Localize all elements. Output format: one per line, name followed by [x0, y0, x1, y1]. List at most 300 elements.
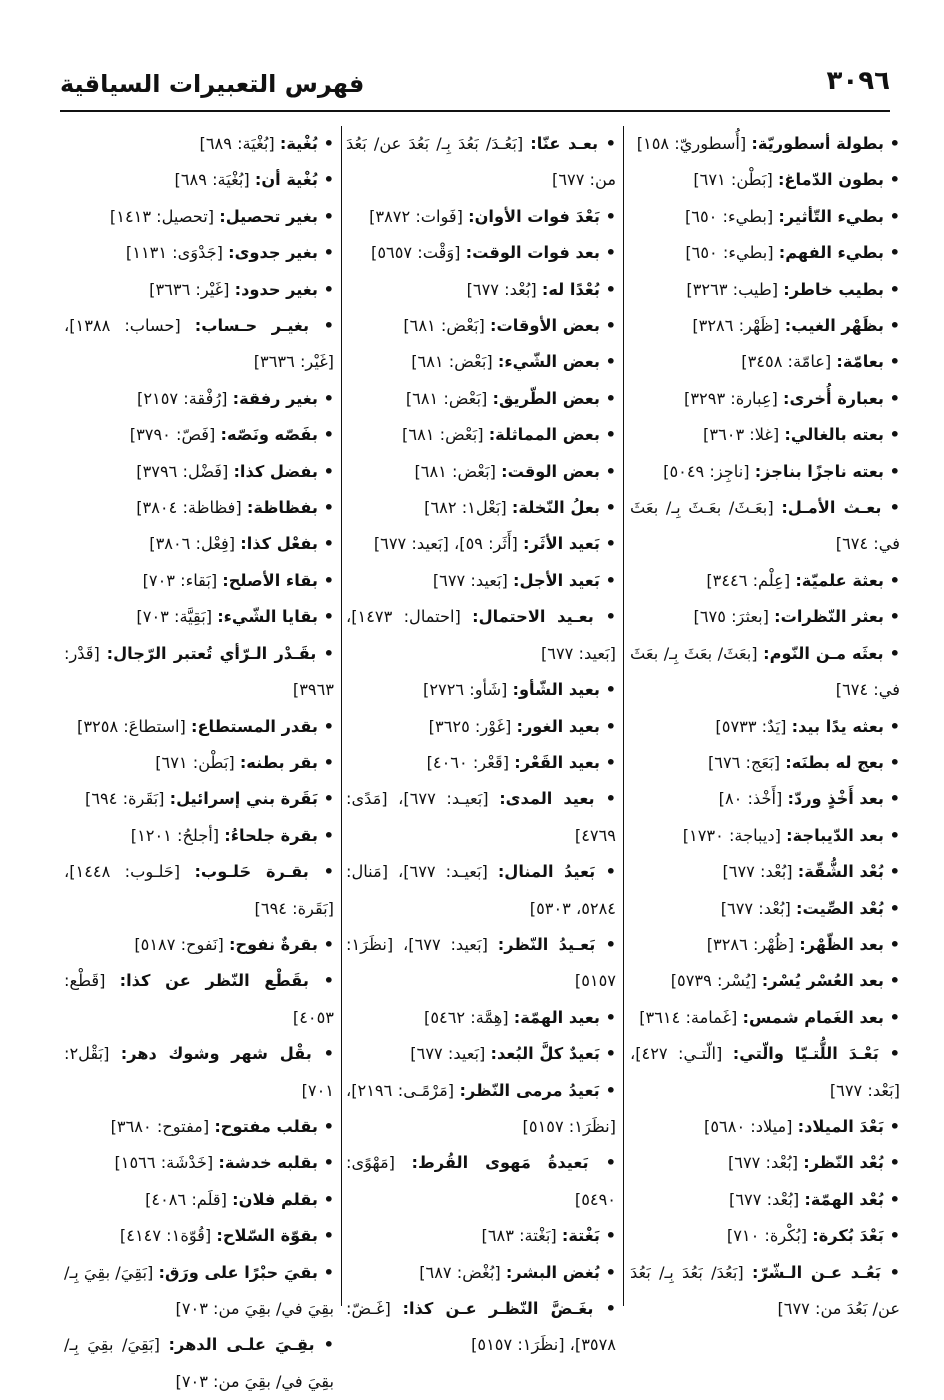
- index-entry: [630, 272, 900, 308]
- index-entry: [630, 235, 900, 271]
- index-entry: [346, 1073, 616, 1146]
- entry-term: بقِـيَ علـى الدهر:: [168, 1335, 315, 1355]
- entry-reference: [بَطْن: ٦٧١]: [693, 170, 773, 190]
- index-entry: [630, 927, 900, 963]
- bullet-icon: •: [318, 607, 334, 627]
- entry-reference: [قَطْع: ٤٠٥٣]: [64, 971, 334, 1027]
- bullet-icon: •: [314, 1335, 334, 1355]
- entry-term: بَعيد الأجل:: [513, 570, 601, 590]
- entry-term: بَعيدةُ مَهوى القُرط:: [411, 1153, 589, 1173]
- entry-term: بطولة أسطوريّة:: [751, 134, 885, 153]
- bullet-icon: •: [318, 279, 334, 299]
- entry-term: بُعْد الشُّقّة:: [797, 862, 885, 882]
- index-entry: [346, 272, 616, 308]
- index-entry: [630, 490, 900, 563]
- entry-reference: [بُعْد: ٦٧٧]: [466, 279, 537, 299]
- index-entry: [630, 818, 900, 854]
- bullet-icon: •: [318, 388, 334, 408]
- entry-term: بعيد الشّأو:: [512, 680, 601, 700]
- index-entry: [346, 126, 616, 199]
- page-header: [60, 64, 890, 104]
- entry-term: بعته بالغالي:: [784, 425, 885, 445]
- entry-term: بعثه يدًا بيد:: [791, 716, 885, 736]
- index-entry: [630, 454, 900, 490]
- index-entry: [346, 1000, 616, 1036]
- entry-reference: [بطيء: ٦٥٠]: [684, 206, 774, 226]
- index-entry: [346, 599, 616, 672]
- bullet-icon: •: [884, 570, 900, 590]
- entry-reference: [بُعْد: ٦٧٧]: [720, 898, 791, 918]
- bullet-icon: •: [600, 534, 616, 554]
- bullet-icon: •: [318, 170, 334, 190]
- entry-reference: [يُسْر: ٥٧٣٩]: [670, 971, 757, 991]
- entry-term: بَعْدَ فوات الأوان:: [468, 206, 601, 226]
- entry-term: بعد الظّهْر:: [799, 934, 885, 954]
- index-entry: [64, 709, 334, 745]
- entry-reference: [حَلـوب: ١٤٤٨]، [بَقَرة: ٦٩٤]: [64, 862, 334, 918]
- entry-reference: [ميلاد: ٥٦٨٠]: [704, 1116, 793, 1136]
- entry-reference: [بَعْض: ٦٨١]: [405, 388, 488, 408]
- entry-term: بعلُ النّخلة:: [511, 498, 601, 518]
- bullet-icon: •: [318, 934, 334, 954]
- entry-term: بطيب خاطر:: [783, 279, 885, 299]
- bullet-icon: •: [600, 1226, 616, 1246]
- entry-reference: [فَضْل: ٣٧٩٦]: [136, 461, 229, 481]
- entry-reference: [بَعْل١: ٦٨٢]: [424, 498, 507, 518]
- bullet-icon: •: [600, 425, 616, 445]
- bullet-icon: •: [600, 352, 616, 372]
- entry-reference: [بَعيد: ٦٧٧]: [432, 570, 508, 590]
- index-entry: [630, 344, 900, 380]
- entry-term: بقرة جلحاءُ:: [224, 825, 319, 845]
- entry-term: بغير حدود:: [234, 279, 319, 299]
- index-entry: [630, 1218, 900, 1254]
- index-entry: [64, 272, 334, 308]
- index-entry: [346, 781, 616, 854]
- entry-reference: [قَعْر: ٤٠٦٠]: [426, 752, 510, 772]
- entry-reference: [يَدٌ: ٥٧٣٣]: [715, 716, 787, 736]
- index-entry: [346, 854, 616, 927]
- bullet-icon: •: [884, 388, 900, 408]
- entry-reference: [بُعْد: ٦٧٧]: [722, 862, 793, 882]
- entry-term: بُعْدًا له:: [541, 279, 601, 299]
- bullet-icon: •: [884, 352, 900, 372]
- entry-reference: [فَصّ: ٣٧٩٠]: [129, 425, 216, 445]
- index-entry: [64, 126, 334, 162]
- bullet-icon: •: [884, 716, 900, 736]
- index-entry: [346, 745, 616, 781]
- entry-reference: [طيب: ٣٢٦٣]: [686, 279, 779, 299]
- index-entry: [346, 563, 616, 599]
- index-entry: [64, 818, 334, 854]
- entry-term: بعبارة أُخرى:: [783, 388, 885, 408]
- entry-term: بقلبه خدشة:: [218, 1153, 319, 1173]
- index-entry: [630, 781, 900, 817]
- entry-term: بطيء الفهم:: [778, 243, 885, 263]
- entry-reference: [غَيْر: ٣٦٣٦]: [149, 279, 230, 299]
- entry-term: بغيـر حـساب:: [194, 316, 310, 336]
- index-entry: [64, 636, 334, 709]
- entry-reference: [بَعيد: ٦٧٧]، [نظَرَ١: ٥١٥٧]: [346, 934, 616, 991]
- entry-term: بُعْد الهمّة:: [804, 1189, 885, 1209]
- index-entry: [346, 417, 616, 453]
- entry-term: بَعيدُ مرمى النّظر:: [459, 1080, 600, 1100]
- entry-reference: [بعثرَ: ٦٧٥]: [693, 607, 769, 627]
- entry-term: بَعُـد عـن الـشّرّ:: [751, 1262, 881, 1282]
- entry-reference: [قلَم: ٤٠٨٦]: [145, 1189, 227, 1209]
- entry-term: بقايا الشّيء:: [217, 607, 319, 627]
- index-entry: [64, 963, 334, 1036]
- entry-term: بعد الغَمام شمس:: [742, 1007, 885, 1027]
- bullet-icon: •: [884, 862, 900, 882]
- entry-reference: [استطاعَ: ٣٢٥٨]: [77, 716, 186, 736]
- bullet-icon: •: [309, 316, 334, 336]
- index-entry: [64, 162, 334, 198]
- column-divider: [341, 126, 342, 1306]
- bullet-icon: •: [593, 1299, 617, 1318]
- entry-term: بعض الأوقات:: [489, 316, 601, 336]
- entry-reference: [غَـضّ: ٣٥٧٨]، [نظَرَ١: ٥١٥٧]: [346, 1299, 616, 1355]
- entry-term: بطون الدّماغ:: [777, 170, 885, 190]
- index-columns: [60, 126, 901, 1391]
- entry-reference: [ظَهْر: ٣٢٨٦]: [692, 316, 780, 336]
- bullet-icon: •: [318, 534, 334, 554]
- entry-reference: [بَعْض: ٦٨١]: [402, 425, 484, 445]
- index-entry: [630, 417, 900, 453]
- entry-reference: [بَقْل٢: ٧٠١]: [64, 1044, 334, 1100]
- index-entry: [346, 709, 616, 745]
- entry-reference: [بَعُدَ/ بَعُدَ بِـ/ بَعُدَ عن/ بَعُدَ من: ٦٧٧]: [630, 1262, 900, 1318]
- entry-term: بعـث الأمـل:: [781, 498, 882, 518]
- bullet-icon: •: [318, 1226, 334, 1246]
- bullet-icon: •: [318, 425, 334, 445]
- bullet-icon: •: [884, 461, 900, 481]
- entry-term: بَعْـدَ اللُّتـيّا والّتي:: [732, 1044, 879, 1064]
- entry-reference: [تحصيل: ١٤١٣]: [109, 206, 215, 226]
- index-entry: [346, 235, 616, 271]
- entry-term: بفعْل كذا:: [240, 534, 319, 554]
- entry-term: بَعيدُ المنال:: [497, 862, 596, 882]
- entry-term: بَقَرة بني إسرائيل:: [169, 789, 319, 809]
- index-entry: [630, 963, 900, 999]
- bullet-icon: •: [884, 971, 900, 991]
- index-entry: [64, 781, 334, 817]
- index-entry: [630, 162, 900, 198]
- entry-reference: [بُغْيَة: ٦٨٩]: [174, 170, 250, 190]
- entry-reference: [بطيء: ٦٥٠]: [685, 243, 774, 263]
- entry-reference: [بَقِيَ/ بقِيَ بِـ/ بقِيَ في/ بقِيَ من: ٧٠٣]: [64, 1262, 334, 1318]
- entry-term: بعيد الغور:: [516, 716, 601, 736]
- entry-term: بقر بطنه:: [239, 752, 319, 772]
- bullet-icon: •: [884, 243, 900, 263]
- entry-reference: [بَعَج: ٦٧٦]: [707, 752, 781, 772]
- entry-reference: [مَرْمًـى: ٢١٩٦]، [نظَرَ١: ٥١٥٧]: [346, 1080, 616, 1136]
- entry-term: بقلب مفتوح:: [214, 1116, 319, 1136]
- entry-reference: [بَقاء: ٧٠٣]: [142, 570, 218, 590]
- entry-term: بعيد الهمّة:: [513, 1007, 601, 1027]
- bullet-icon: •: [308, 971, 334, 991]
- entry-reference: [غَمامة: ٣٦١٤]: [639, 1007, 738, 1027]
- entry-term: بُعْد الصِّيت:: [796, 898, 885, 918]
- entry-term: بُغْية أن:: [254, 170, 319, 190]
- bullet-icon: •: [318, 1116, 334, 1136]
- index-entry: [64, 308, 334, 381]
- entry-term: بقلم فلان:: [232, 1189, 319, 1209]
- index-entry: [64, 199, 334, 235]
- entry-term: بقَطْع النّظر عن كذا:: [119, 971, 309, 991]
- entry-reference: [بُغْض: ٦٨٧]: [419, 1262, 501, 1282]
- index-entry: [346, 344, 616, 380]
- bullet-icon: •: [600, 1262, 616, 1282]
- index-entry: [630, 1145, 900, 1181]
- index-entry: [64, 854, 334, 927]
- index-entry: [346, 381, 616, 417]
- bullet-icon: •: [884, 607, 900, 627]
- index-entry: [346, 490, 616, 526]
- entry-reference: [فظاظة: ٣٨٠٤]: [136, 498, 242, 518]
- entry-reference: [مفتوح: ٣٦٨٠]: [110, 1116, 210, 1136]
- entry-term: بُعْد النّظر:: [803, 1153, 885, 1173]
- bullet-icon: •: [884, 206, 900, 226]
- index-entry: [346, 1218, 616, 1254]
- index-entry: [346, 454, 616, 490]
- entry-term: بُغض البشر:: [505, 1262, 601, 1282]
- index-entry: [630, 854, 900, 890]
- index-entry: [64, 599, 334, 635]
- entry-reference: [حساب: ١٣٨٨]، [غَيْر: ٣٦٣٦]: [64, 316, 334, 372]
- entry-term: بَعْدَ الميلاد:: [797, 1116, 885, 1136]
- entry-reference: [بَغْتة: ٦٨٣]: [481, 1226, 557, 1246]
- entry-term: بعج له بطنَه:: [785, 752, 885, 772]
- index-entry: [630, 563, 900, 599]
- index-entry: [346, 199, 616, 235]
- entry-term: بعـيد الاحتمال:: [472, 607, 594, 627]
- entry-term: بعيد القَعْر:: [514, 752, 601, 772]
- entry-term: بغير رفقة:: [232, 388, 319, 408]
- index-entry: [630, 1109, 900, 1145]
- entry-reference: [احتمال: ١٤٧٣]، [بَعيد: ٦٧٧]: [346, 607, 616, 663]
- entry-reference: [بُغْيَة: ٦٨٩]: [199, 134, 275, 153]
- column-right: [630, 126, 901, 1318]
- bullet-icon: •: [600, 461, 616, 481]
- entry-term: بعد أَخْذٍ وردّ:: [787, 789, 885, 809]
- entry-term: بقاء الأصلح:: [222, 570, 319, 590]
- entry-term: بقدر المستطاع:: [191, 716, 319, 736]
- bullet-icon: •: [318, 243, 334, 263]
- bullet-icon: •: [318, 206, 334, 226]
- bullet-icon: •: [600, 279, 616, 299]
- entry-term: بقوّة السّلاح:: [216, 1226, 319, 1246]
- bullet-icon: •: [884, 1007, 900, 1027]
- bullet-icon: •: [599, 1080, 616, 1100]
- entry-term: بَعـيدُ النّظر:: [497, 934, 596, 954]
- entry-reference: [فِعْل: ٣٨٠٦]: [149, 534, 236, 554]
- index-entry: [346, 526, 616, 562]
- running-title: فهرس التعبيرات السياقية: [60, 70, 365, 98]
- entry-reference: [بَعْض: ٦٨١]: [414, 461, 496, 481]
- header-rule: [60, 110, 890, 112]
- entry-term: بقْل شهر وشوك دهر:: [120, 1044, 312, 1064]
- bullet-icon: •: [600, 243, 616, 263]
- bullet-icon: •: [318, 1189, 334, 1209]
- index-entry: [64, 417, 334, 453]
- bullet-icon: •: [318, 134, 334, 153]
- entry-reference: [الّتـي: ٤٢٧]، [بَعْد: ٦٧٧]: [630, 1044, 900, 1100]
- index-entry: [630, 745, 900, 781]
- entry-term: بغير جدوى:: [228, 243, 319, 263]
- bullet-icon: •: [600, 716, 616, 736]
- page-number: ٣٠٩٦: [826, 66, 890, 96]
- index-entry: [630, 599, 900, 635]
- bullet-icon: •: [884, 279, 900, 299]
- bullet-icon: •: [595, 862, 616, 882]
- entry-term: بعثر النّظرات:: [774, 607, 885, 627]
- index-entry: [346, 1145, 616, 1218]
- bullet-icon: •: [318, 570, 334, 590]
- bullet-icon: •: [884, 316, 900, 336]
- entry-term: بقيَ حبْرًا على ورَق:: [158, 1262, 318, 1282]
- bullet-icon: •: [588, 1153, 616, 1173]
- entry-term: بفَصّه ونَصّه:: [220, 425, 319, 445]
- index-entry: [64, 454, 334, 490]
- index-entry: [630, 1000, 900, 1036]
- entry-term: بفظاظة:: [246, 498, 319, 518]
- entry-reference: [عامّة: ٣٤٥٨]: [741, 352, 832, 372]
- entry-reference: [نَفوح: ٥١٨٧]: [134, 934, 224, 954]
- entry-reference: [بُكْرة: ٧١٠]: [726, 1226, 808, 1246]
- entry-reference: [بعَثَ/ بعَثَ بِـ/ بعَثَ في: ٦٧٤]: [630, 643, 900, 700]
- index-entry: [64, 1255, 334, 1328]
- entry-term: بعامّة:: [836, 352, 885, 372]
- index-entry: [630, 636, 900, 709]
- bullet-icon: •: [595, 934, 616, 954]
- entry-reference: [قُوّة١: ٤١٤٧]: [119, 1226, 212, 1246]
- bullet-icon: •: [600, 680, 616, 700]
- bullet-icon: •: [880, 1262, 901, 1282]
- bullet-icon: •: [600, 1044, 616, 1064]
- index-entry: [346, 1255, 616, 1291]
- entry-reference: [بَعيـد: ٦٧٧]، [مَدًى: ٤٧٦٩]: [346, 789, 616, 845]
- entry-reference: [بَعيد: ٦٧٧]: [410, 1044, 486, 1064]
- index-entry: [346, 672, 616, 708]
- entry-reference: [أَخْذ: ٨٠]: [718, 789, 783, 809]
- bullet-icon: •: [318, 789, 334, 809]
- index-entry: [630, 199, 900, 235]
- entry-term: بَغْتة:: [561, 1226, 601, 1246]
- index-entry: [346, 308, 616, 344]
- entry-term: بعيد المدى:: [499, 789, 595, 809]
- entry-term: بعض الوقت:: [501, 461, 601, 481]
- bullet-icon: •: [311, 1044, 334, 1064]
- bullet-icon: •: [600, 498, 616, 518]
- index-entry: [64, 1036, 334, 1109]
- entry-term: بظَهْر الغيب:: [784, 316, 885, 336]
- bullet-icon: •: [884, 752, 900, 772]
- entry-term: بعته ناجزًا بناجز:: [754, 461, 885, 481]
- entry-reference: [بَقَرة: ٦٩٤]: [85, 789, 165, 809]
- entry-term: بعثة علميّة:: [795, 570, 885, 590]
- column-middle: [346, 126, 617, 1355]
- bullet-icon: •: [883, 643, 900, 663]
- index-entry: [630, 709, 900, 745]
- entry-reference: [قَدْر: ٣٩٦٣]: [64, 643, 334, 700]
- bullet-icon: •: [884, 134, 900, 153]
- bullet-icon: •: [318, 461, 334, 481]
- entry-reference: [بعَـثَ/ بعَـثَ بِـ/ بعَثَ في: ٦٧٤]: [630, 498, 900, 554]
- entry-reference: [هِمَّة: ٥٤٦٢]: [423, 1007, 509, 1027]
- entry-reference: [فَوات: ٣٨٧٢]: [369, 206, 463, 226]
- bullet-icon: •: [884, 825, 900, 845]
- entry-term: بعد فوات الوقت:: [465, 243, 601, 263]
- bullet-icon: •: [884, 1226, 900, 1246]
- bullet-icon: •: [316, 643, 334, 663]
- entry-reference: [بَعْض: ٦٨١]: [411, 352, 493, 372]
- index-entry: [346, 1036, 616, 1072]
- index-entry: [64, 927, 334, 963]
- bullet-icon: •: [317, 1262, 334, 1282]
- bullet-icon: •: [318, 752, 334, 772]
- index-entry: [64, 1218, 334, 1254]
- entry-reference: [خَدْشَة: ١٥٦٦]: [114, 1153, 214, 1173]
- entry-reference: [جَدْوَى: ١١٣١]: [125, 243, 223, 263]
- index-entry: [64, 1182, 334, 1218]
- entry-reference: [شَأو: ٢٧٢٦]: [422, 680, 508, 700]
- entry-reference: [ديباجة: ١٧٣٠]: [682, 825, 781, 845]
- index-entry: [64, 381, 334, 417]
- entry-reference: [أجلحُ: ١٢٠١]: [130, 825, 220, 845]
- entry-reference: [رُفْقة: ٢١٥٧]: [137, 388, 228, 408]
- bullet-icon: •: [600, 752, 616, 772]
- index-entry: [64, 490, 334, 526]
- entry-reference: [عِلْم: ٣٤٤٦]: [706, 570, 791, 590]
- entry-reference: [بَعيـد: ٦٧٧]، [مَنال: ٥٢٨٤، ٥٣٠٣]: [346, 862, 616, 918]
- entry-term: بعـد عنّا:: [530, 134, 599, 153]
- entry-term: بعد الدّيباجة:: [786, 825, 885, 845]
- entry-reference: [غلا: ٣٦٠٣]: [703, 425, 780, 445]
- index-entry: [64, 1109, 334, 1145]
- bullet-icon: •: [600, 388, 616, 408]
- bullet-icon: •: [600, 1007, 616, 1027]
- entry-reference: [بَقِيَ/ بقِيَ بِـ/ بقِيَ في/ بقِيَ من: ٧٠٣]: [64, 1335, 334, 1391]
- entry-reference: [مَهْوًى: ٥٤٩٠]: [346, 1153, 616, 1209]
- entry-term: بقرةٌ نفوح:: [229, 934, 319, 954]
- bullet-icon: •: [884, 1153, 900, 1173]
- entry-reference: [بُعْد: ٦٧٧]: [727, 1153, 799, 1173]
- entry-reference: [غَوْر: ٣٦٢٥]: [428, 716, 512, 736]
- index-entry: [630, 1255, 900, 1328]
- entry-term: بُغْية:: [279, 134, 319, 153]
- entry-reference: [بَقِيَّة: ٧٠٣]: [136, 607, 213, 627]
- entry-reference: [ناجِز: ٥٠٤٩]: [663, 461, 750, 481]
- entry-reference: [بَطْن: ٦٧١]: [155, 752, 235, 772]
- index-entry: [64, 1327, 334, 1400]
- bullet-icon: •: [884, 425, 900, 445]
- entry-reference: [بَعْض: ٦٨١]: [403, 316, 485, 336]
- index-entry: [630, 891, 900, 927]
- bullet-icon: •: [600, 316, 616, 336]
- entry-term: بعثَه مـن النّوم:: [763, 643, 884, 663]
- entry-reference: [وَقْت: ٥٦٥٧]: [370, 243, 461, 263]
- entry-reference: [عِبارة: ٣٢٩٣]: [684, 388, 778, 408]
- column-divider: [623, 126, 624, 1306]
- index-entry: [630, 1182, 900, 1218]
- bullet-icon: •: [600, 206, 616, 226]
- entry-term: بغَـضَّ النّظـر عـن كذا:: [402, 1299, 594, 1318]
- bullet-icon: •: [884, 1116, 900, 1136]
- bullet-icon: •: [884, 789, 900, 809]
- index-entry: [346, 927, 616, 1000]
- index-entry: [630, 381, 900, 417]
